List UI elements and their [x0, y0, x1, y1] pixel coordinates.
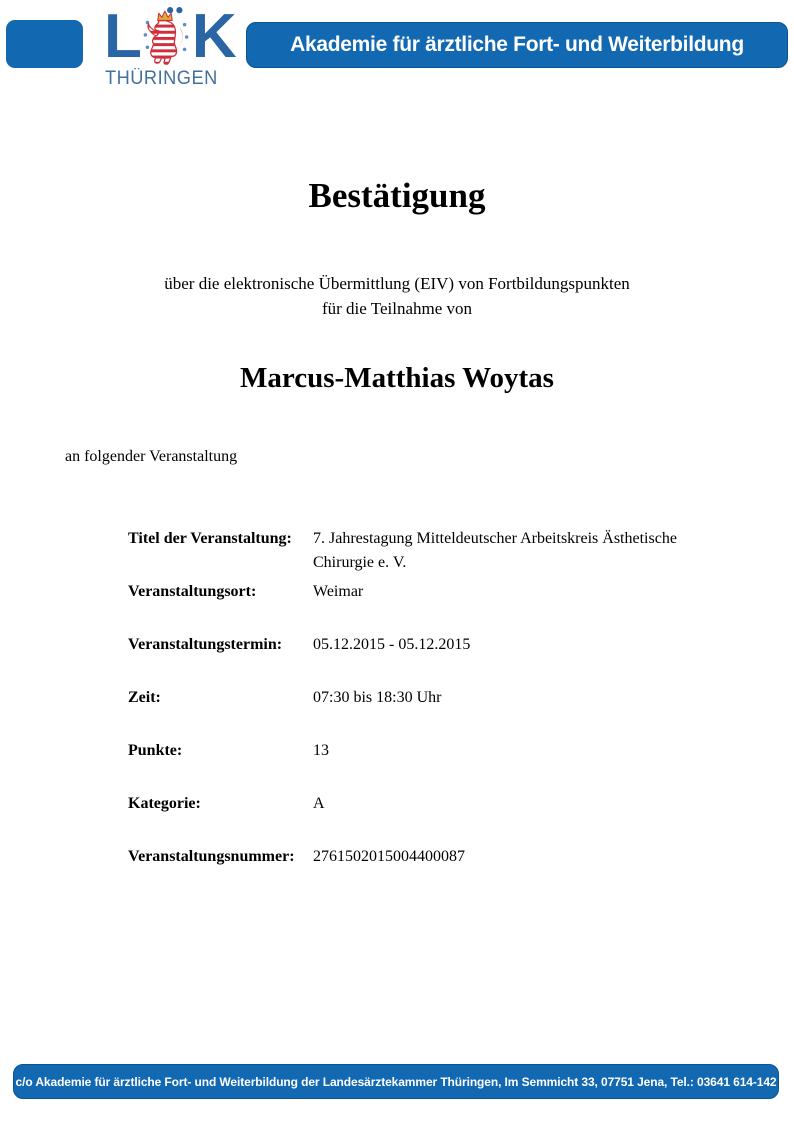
detail-label: Veranstaltungsort:	[128, 583, 257, 600]
logo-letters	[104, 2, 235, 71]
laek-thueringen-logo	[104, 2, 235, 89]
subtitle-line-2: für die Teilnahme von	[321, 299, 473, 318]
header-banner	[246, 22, 788, 68]
logo-subtitle: THÜRINGEN	[105, 68, 218, 89]
page-title: Bestätigung	[308, 176, 486, 215]
intro-line: an folgender Veranstaltung	[65, 448, 238, 465]
subtitle	[0, 271, 794, 321]
detail-label: Punkte:	[128, 742, 183, 759]
footer-contact-bar	[13, 1064, 779, 1099]
table-row	[128, 633, 708, 686]
header-blue-square	[6, 20, 83, 68]
detail-label: Titel der Veranstaltung:	[128, 530, 292, 547]
logo-letter-k: K	[191, 2, 235, 71]
detail-value: 07:30 bis 18:30 Uhr	[313, 689, 442, 706]
detail-value: 2761502015004400087	[313, 848, 465, 865]
table-row	[128, 845, 708, 898]
detail-value: 05.12.2015 - 05.12.2015	[313, 636, 471, 653]
table-row	[128, 527, 708, 580]
event-details-table	[128, 527, 708, 898]
table-row	[128, 580, 708, 633]
detail-value: 13	[313, 742, 329, 759]
footer-contact-text: c/o Akademie für ärztliche Fort- und Weiterbildung der Landesärztekammer Thüringen, Im Semmicht 33, 07751 Jena, Tel.: 03641 614-142	[15, 1074, 777, 1089]
detail-value: 7. Jahrestagung Mitteldeutscher Arbeitskreis Ästhetische Chirurgie e. V.	[313, 530, 677, 571]
detail-label: Veranstaltungsnummer:	[128, 848, 295, 865]
detail-value: Weimar	[313, 583, 364, 600]
detail-value: A	[313, 795, 325, 812]
logo-letter-l: L	[104, 2, 140, 71]
detail-label: Kategorie:	[128, 795, 201, 812]
table-row	[128, 686, 708, 739]
logo-letter-a-with-crest	[140, 6, 192, 68]
subtitle-line-1: über die elektronische Übermittlung (EIV) von Fortbildungspunkten	[164, 274, 630, 293]
header-banner-text: Akademie für ärztliche Fort- und Weiterbildung	[290, 33, 744, 56]
table-row	[128, 792, 708, 845]
thuringia-lion-crest-icon	[138, 6, 194, 70]
participant-name: Marcus-Matthias Woytas	[240, 362, 554, 394]
detail-label: Veranstaltungstermin:	[128, 636, 283, 653]
table-row	[128, 739, 708, 792]
detail-label: Zeit:	[128, 689, 161, 706]
